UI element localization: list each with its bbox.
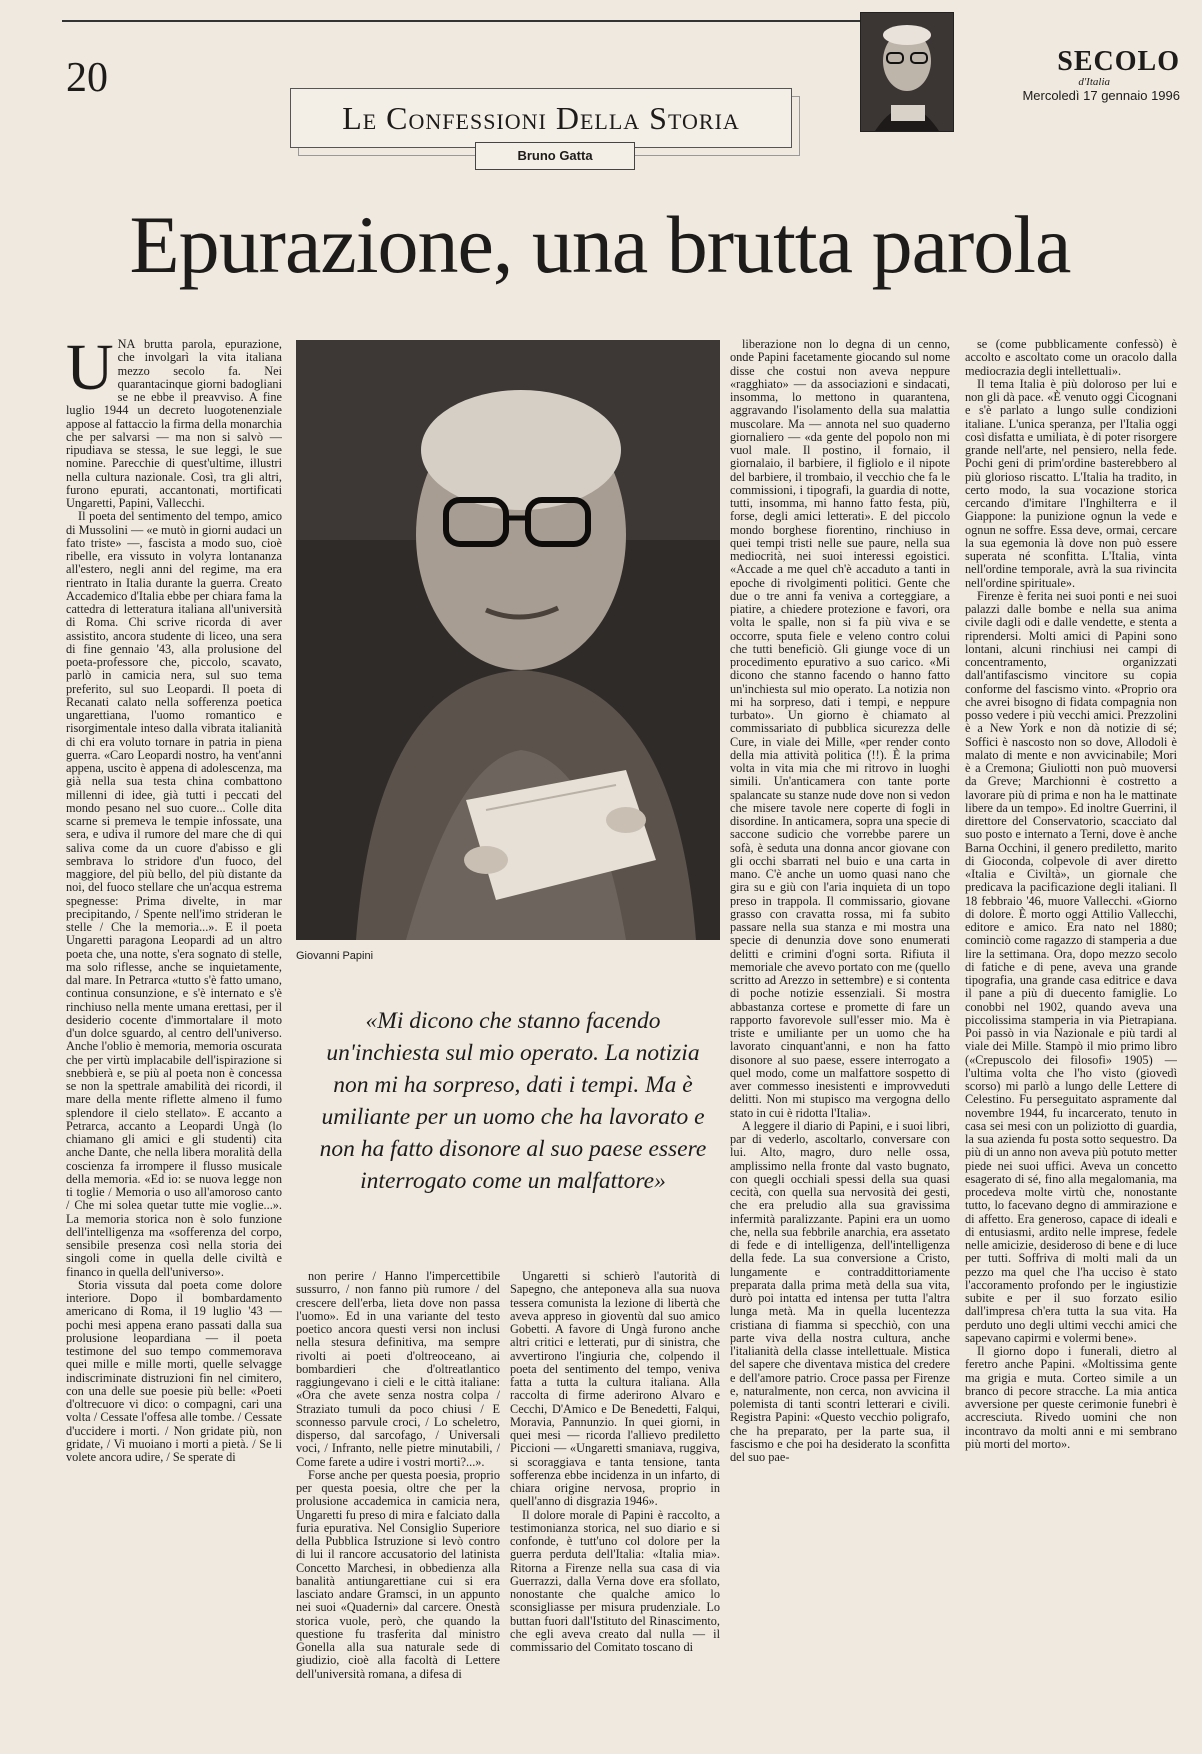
- papini-photo: [296, 340, 720, 940]
- issue-date: Mercoledì 17 gennaio 1996: [1022, 88, 1180, 103]
- column-1-paragraph-3: Storia vissuta dal poeta come dolore interiore. Dopo il bombardamento americano di Roma, il 19 luglio '43 — pochi mesi appena erano passati dalla sua prolusione leopardiana — il poeta testimone del suo tempo commemorava quei mille e mille morti, quelle selvagge indiscriminate distruzioni fin nel cimitero, con una delle sue poesie più belle: «Poeti d'oltrecuore vi dico: o compagni, cari una volta / Cessate l'offesa alle tombe. / Cessate d'uccidere i morti. / Non gridate più, non gridate, / Vi muoiano i morti a pietà. / Se li volete ancora udire, / Se sperate di: [66, 1277, 282, 1464]
- section-rubric: Le Confessioni Della Storia: [290, 88, 792, 148]
- article-column-5: [965, 338, 1177, 1728]
- column-5-paragraph-2: Il tema Italia è più doloroso per lui e non gli dà pace. «È venuto oggi Cicognani e s'è parlato a lungo sulle condizioni italiane. L'unica speranza, per l'Italia oggi così disfatta e umiliata, è di poter risorgere grande nell'arte, nel pensiero, nella fede. Pochi geni di prim'ordine basterebbero al più glorioso riscatto. L'Italia ha tradito, in certo modo, la sua vocazione storica cercando d'imitare l'Inghilterra e il Giappone: la punizione ognun la vede e ognun ne soffre. Essa deve, ormai, cercare la sua egemonia là dove non può essere superata né sconfitta. L'Italia, vinta nell'ordine temporale, avrà la sua rivincita nell'ordine spirituale».: [965, 376, 1177, 590]
- article-column-4: [730, 338, 950, 1728]
- portrait-drawing: [861, 13, 953, 131]
- masthead-name: SECOLO: [1057, 46, 1180, 77]
- masthead-subname: d'Italia: [1078, 76, 1110, 88]
- pull-quote: «Mi dicono che stanno facendo un'inchiesta sul mio operato. La notizia non mi ha sorpreso, dati i tempi. Ma è umiliante per un uomo che ha lavorato e non ha fatto disonore al suo paese essere interrogato come un malfattore»: [319, 1008, 707, 1194]
- masthead: [1010, 48, 1180, 103]
- article-column-2: [296, 1270, 500, 1728]
- photo-caption: Giovanni Papini: [296, 950, 374, 962]
- article-column-3: [510, 1270, 720, 1728]
- column-5-paragraph-1: se (come pubblicamente confessò) è accolto e ascoltato come un oracolo dalla mediocrazia degli intellettuali».: [965, 338, 1177, 378]
- author-byline: Bruno Gatta: [475, 142, 635, 170]
- column-2-paragraph-1: non perire / Hanno l'impercettibile sussurro, / non fanno più rumore / del crescere dell'erba, lieta dove non passa l'uomo». Ed in una variante del testo poetico ancora questi versi non inclusi nella stesura definitiva, ma sempre rivolti ai poeti d'oltreoceano, ai bombardieri che d'oltreatlantico raggiungevano i cieli e le città italiane: «Ora che avete senza nostra colpa / Straziato tumuli da poco chiusi / E sconnesso parvule croci, / Lo scheletro, disperso, dal sarcofago, / Universali voci, / Infranto, nelle pietre minutabili, / Come farete a udire i vostri morti?...».: [296, 1270, 500, 1469]
- page-number: 20: [66, 55, 108, 101]
- column-3-paragraph-1: Ungaretti si schierò l'autorità di Sapegno, che anteponeva alla sua nuova tessera comunista la lezione di libertà che aveva appreso in gioventù dal suo amico Gobetti. A favore di Ungà furono anche altri critici e letterati, pur di sinistra, che avvertirono l'ingiuria che, colpendo il poeta del sentimento del tempo, veniva fatta a tutta la cultura italiana. Alla raccolta di firme aderirono Alvaro e Cecchi, D'Amico e De Benedetti, Falqui, Moravia, Pannunzio. In quei giorni, in quei mesi — ricorda l'allievo prediletto Piccioni — «Ungaretti smaniava, ruggiva, si scoraggiava e tanta tensione, tanta sofferenza ebbe incidenza in un infarto, di chiara origine nervosa, proprio in quell'anno di disgrazia 1946».: [510, 1270, 720, 1509]
- column-2-paragraph-2: Forse anche per questa poesia, proprio per questa poesia, oltre che per la prolusione accademica in camicia nera, Ungaretti fu preso di mira e falciato dalla furia epurativa. Nel Consiglio Superiore della Pubblica Istruzione si levò contro di lui il rancore accusatorio del latinista Concetto Marchesi, in obbedienza alla banalità antiungarettiane cui si era lasciato andare Gramsci, in un appunto nei suoi «Quaderni» dal carcere. Onestà storica vuole, però, che quando la questione fu trasferita dal ministro Gonella alla sua naturale sede di giudizio, cioè alla facoltà di Lettere dell'università romana, a difesa di: [296, 1467, 500, 1681]
- column-1-paragraph-2: Il poeta del sentimento del tempo, amico di Mussolini — «e mutò in giorni audaci un fato triste» —, fascista a modo suo, cioè ribelle, era vissuto in volута lontananza all'estero, negli anni del regime, ma era rientrato in Italia durante la guerra. Creato Accademico d'Italia ebbe per chiara fama la cattedra di letteratura italiana all'università di Roma. Chi scrive ricorda di aver assistito, ancora studente di liceo, una sera di fine gennaio '43, alla prolusione del poeta-professore che, piccolo, scavato, parlò in camicia nera, sul suo tema preferito, sul suo Leopardi. Il poeta di Recanati calato nella sofferenza poetica ungarettiana, l'uomo romantico e risorgimentale inteso dalla vibrata italianità di chi era voluto tornare in patria in piena guerra. «Caro Leopardi nostro, ha vent'anni appena, uscito è appena di adolescenza, ma già nella sua testa china combattono millenni di idee, già tutti i peccati del mondo pesano nel suo cuore... Colle dita scarne si premeva le tempie infossate, una sera, e udiva il rumore del mare che di qui salivа come da un cuore d'abisso e gli sembrava lo stridore d'un fuoco, del maggiore, del più bello, del più distante da noi, del fuoco stellare che un'acqua estrema spegnesse: Prima divelte, in mar precipitando, / Spente nell'imo strideran le stelle / Che la memoria...». E il poeta Ungaretti paragona Leopardi ad un altro poeta che, una notte, s'era sognato di stelle, ma solo riflesse, anche se inquietamente, dal mare. In Petrarca «tutto s'è fatto umano, continua consunzione, e s'è internato e s'è rinchiuso nella mente umana erettasi, per il desiderio cocente d'immortalare il moto d'un dolce sguardo, al centro dell'universo. Anche l'oblio è memoria, memoria oscurata che per virtù implacabile dell'ispirazione si snebbierà e, se più al poeta non è concessa se non la spettrale amabilità dei ricordi, il mare della mente riflette almeno il fumo splendore il cielo stellato». E accanto a Petrarca, accanto a Leopardi Ungà (lo chiamano gli amici e gli studenti) cita anche Dante, che nella libera moralità della coscienza fa irrompere il flusso musicale della memoria. «Ed io: se nuova legge non ti toglie / Memoria o uso all'amoroso canto / Che mi solea quetar tutte mie voglie...». La memoria storica non è solo funzione dell'intelligenza ma «sofferenza del corpo, sensibile presenza così nella storia dei singoli come in quella delle civiltà e financo in quella dell'universo».: [66, 509, 282, 1279]
- column-3-paragraph-2: Il dolore morale di Papini è raccolto, a testimonianza storica, nel suo diario e si confonde, è tutt'uno col dolore per la guerra perduta dell'Italia: «Italia mia». Ritorna a Firenze nella sua casa di via Guerrazzi, dalla Verna dove era sfollato, nonostante che qualche amico lo sconsigliasse per misura prudenziale. Lo buttan fuori dall'Istituto del Rinascimento, che egli aveva creato dal nulla — il commissario del Comitato toscano di: [510, 1507, 720, 1654]
- author-portrait: [860, 12, 954, 132]
- column-1-paragraph-1: NA brutta parola, epurazione, che involgarì la vita italiana mezzo secolo fa. Nei quarantacinque giorni badogliani se ne ebbe il preavviso. A fine luglio 1944 un decreto luogotenenziale appose al fattaccio la firma della monarchia che per salvarsi — ma non si salvò — ripudiava se stessa, le sue leggi, le sue nomine. Parecchie di quest'ultime, illustri nella cultura nazionale. Così, tra gli altri, furono epurati, accantonati, mortificati Ungaretti, Papini, Vallecchi.: [66, 338, 282, 510]
- drop-cap: U: [66, 338, 114, 404]
- article-headline: Epurazione, una brutta parola: [129, 199, 1071, 290]
- column-5-paragraph-4: Il giorno dopo i funerali, dietro al feretro anche Papini. «Moltissima gente ma grigia e muta. Corteo simile a un branco di pecore stracche. La mia antica avversione per queste cerimonie funebri è accresciuta. Rivedo uomini che non incontravo da molti anni e mi sembrano più morti del morto».: [965, 1344, 1177, 1451]
- column-4-paragraph-1: liberazione non lo degna di un cenno, onde Papini facetamente giocando sul nome disse che costui non aveva neppure «ragghiato» — da associazioni e sindacati, insomma, lo mettono in quarantena, aggravando l'isolamento della sua malattia muscolare. Ma — annota nel suo quaderno giornaliero — «da gente del popolo non mi vuol male. Il postino, il fornaio, il giornalaio, il barbiere, il figliolo e il nipote del barbiere, il trombaio, il vecchio che fa le commissioni, i tipografi, la guardia di notte, tutti, insomma, mi hanno fatto festa, più, forse, degli amici letterati». E del piccolo mondo borghese fiorentino, rinchiuso in quei tempi tristi nelle sue paure, nella sua mediocrità, nei suoi interessi egoistici. «Accade a me quel ch'è accaduto a tanti in epoche di rivolgimenti politici. Gente che due o tre anni fa veniva a corteggiare, a piatire, a chiedere protezione e favori, ora volta le spalle, non si fa più viva e se occorre, sputa fiele e veleno contro colui che tutti beneficiò. Gli giunge voce di un procedimento epurativo a suo carico. «Mi dicono che stanno facendo o hanno fatto un'inchiesta sul mio operato. La notizia non mi ha sorpreso, dati i tempi, e neppure turbato». Un giorno è chiamato al commissariato di pubblica sicurezza delle Cure, in viale dei Mille, «per render conto della mia attività politica (!!). È la prima volta in vita mia che mi ritrovo in luoghi simili. Un'anticamera con tante porte spalancate su stanze nude dove non si vedon che misere tavole nere coperte di fogli in disordine. In anticamera, sopra una specie di saccone sudicio che vorrebbe parere un sofà, è seduta una donna ancor giovane con gli occhi sbarrati nel buio e una carta in mano. C'è anche un uomo quasi nano che gira su e giù con l'aria inquieta di un topo preso in trappola. Il commissario, giovane grasso con cravatta rossa, mi fa subito passare nella sua stanza e mi mostra una specie di denunzia dove sono enumerati delitti e crimini d'ogni sorta. Rifiuta il memoriale che avevo portato con me (quello scritto ad Arezzo in settembre) e si contenta di poche notizie essenziali. Si mostra abbastanza cortese e promette di fare un rapporto favorevole sull'esser mio. Ma è triste e umiliante per un uomo che ha lavorato cinquant'anni, e non ha fatto disonore al suo paese, essere interrogato a quel modo, come un malfattore sospetto di aver commesso inesistenti e improvveduti delitti. Non mi stupisco ma vergogna dello stato in cui è ridotta l'Italia».: [730, 338, 950, 1120]
- column-4-paragraph-2: A leggere il diario di Papini, e i suoi libri, par di vederlo, ascoltarlo, conversare con lui. Alto, magro, duro nelle ossa, amplissimo nella fronte dal vasto bugnato, con quegli occhiali spessi della sua quasi cecità, con quella sua nervosità dei gesti, che era preludio alla sua gravissima infermità paralizzante. Papini era un uomo che, nella sua febbrile anarchia, era assetato di fede e di intelligenza, dell'intelligenza della fede. La sua conversione a Cristo, lungamente e contraddittoriamente preparata dalla prima metà della sua vita, durò poi intatta ed intensa per tutta l'altra lunga metà. Ma in quella lucentezza cristiana di fiamma si specchiò, con una parte viva della nostra cultura, anche l'italianità della classe intellettuale. Mistica del sapere che diventava mistica del credere e dell'amore patrio. Croce passa per Firenze e, naturalmente, non cerca, non avvicina il polemista di tanti scontri letterari e civili. Registra Papini: «Questo vecchio poligrafo, che ha preparato, per la parte sua, il fascismo e che poi ha desiderato la sconfitta del suo pae-: [730, 1118, 950, 1464]
- photo-drawing: [296, 340, 720, 940]
- article-column-1: [66, 338, 282, 1728]
- top-rule: [62, 20, 937, 22]
- column-5-paragraph-3: Firenze è ferita nei suoi ponti e nei suoi palazzi dalle bombe e nella sua anima civile dagli odi e dalle vendette, e stenta a riprendersi. Molti amici di Papini sono lontani, alcuni rinchiusi nei campi di concentramento, organizzati dall'antifascismo vincitore su copia conforme del fascismo vinto. «Proprio ora che avrei bisogno di fidata compagnia non posso vedere i più vecchi amici. Prezzolini è a New York e non dà notizie di sé; Soffici è nascosto non so dove, Allodoli è malato di mente e non avvicinabile; Mori è a Cremona; Giuliotti non può muoversi da Greve; Marchionni è costretto a lavorare più di prima e non ha le mattinate libere da un tempo». Ed inoltre Guerrini, il direttore del Conservatorio, scacciato dal suo posto e internato a Terni, dove è anche Barna Occhini, il genero prediletto, marito di Gioconda, colpevole di aver diretto «Italia e Civiltà», un giornale che predicava la pacificazione degli italiani. Il 18 febbraio '46, muore Vallecchi. «Giorno di dolore. È morto oggi Attilio Vallecchi, editore e amico. Era nato nel 1880; cominciò come ragazzo di stamperia a due lire la settimana. Ora, dopo mezzo secolo di fatiche e di pene, aveva una grande tipografia, una grande casa editrice e dava il pane a più di duecento famiglie. Lo conobbi nel 1902, quando aveva una piccolissima stamperia in via Pietrapiana. Poi passò in via Nazionale e più tardi al viale dei Mille. Stampò il mio primo libro («Crepuscolo dei filosofi» 1905) — l'ultima volta che l'ho visto (giovedì scorso) mi parlò a lungo delle Lettere di Celestino. Fu perseguitato aspramente dal novembre 1944, fu incarcerato, tenuto in casa sei mesi con un poliziotto di guardia, la sua azienda fu posta sotto sequestro. Da più di un anno non aveva più potuto metter piede nei suoi uffici. Aveva un concetto esagerato di sé, fino alla megalomania, ma procedeva molte virtù che, nonostante tutto, lo facevano degno di ammirazione e di affetto. Era generoso, capace di ideali e di entusiasmi, ardito nelle imprese, fedele nelle amicizie, desideroso di bene e di luce per tutti. Soffriva di molti mali da un pezzo ma quel che l'ha ucciso è stato l'accoramento profondo per le ingiustizie subite e per il suo forzato esilio dall'impresa ch'era tutta la sua vita. Ha perduto uno degli ultimi vecchi amici che sapevano capirmi e volermi bene».: [965, 588, 1177, 1345]
